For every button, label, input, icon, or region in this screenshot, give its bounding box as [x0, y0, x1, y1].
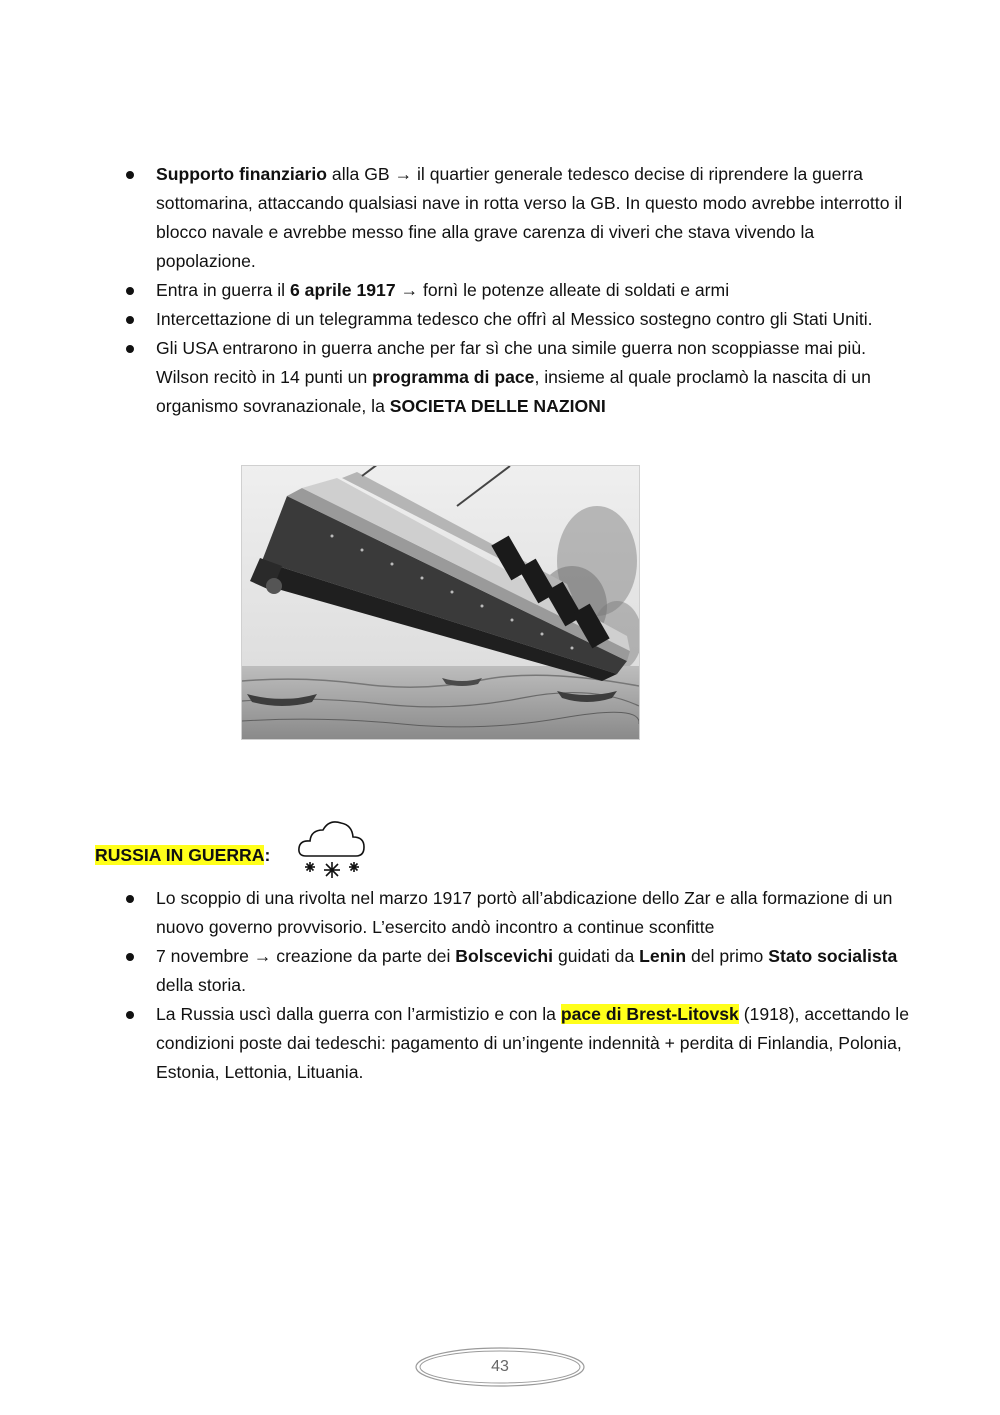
- page-number: 43: [491, 1358, 509, 1375]
- bullet-text: → fornì le potenze alleate di soldati e armi: [395, 280, 730, 300]
- bold-term: Lenin: [639, 946, 687, 966]
- bullet-text: (1918), accettando le condizioni poste dai tedeschi: pagamento di un’ingente indennità + perdita di Finlandia, Polonia, Estonia, Lettonia, Lituania.: [156, 1004, 909, 1082]
- usa-bullet-list: [156, 160, 916, 421]
- bullet-text: Lo scoppio di una rivolta nel marzo 1917 portò all’abdicazione dello Zar e alla formazione di un nuovo governo provvisorio. L’esercito andò incontro a continue sconfitte: [156, 888, 893, 937]
- list-item: [156, 160, 916, 276]
- bullet-icon: [126, 345, 134, 353]
- list-item: [156, 305, 916, 334]
- bullet-text: della storia.: [156, 975, 246, 995]
- bullet-icon: [126, 953, 134, 961]
- heading-text: RUSSIA IN GUERRA: [95, 845, 265, 865]
- section-heading: [95, 844, 270, 866]
- list-item: [156, 276, 916, 305]
- bullet-icon: [126, 895, 134, 903]
- bullet-text: La Russia uscì dalla guerra con l’armistizio e con la: [156, 1004, 561, 1024]
- russia-bullet-list: [156, 884, 916, 1087]
- list-item: [156, 942, 916, 1000]
- bold-date: 6 aprile 1917: [289, 280, 396, 300]
- sinking-ship-drawing: [242, 466, 639, 739]
- list-item: [156, 334, 916, 421]
- bold-term: Bolscevichi: [455, 946, 554, 966]
- bullet-icon: [126, 287, 134, 295]
- bullet-text: alla GB → il quartier generale tedesco decise di riprendere la guerra sottomarina, attaccando qualsiasi nave in rotta verso la GB. In questo modo avrebbe interrotto il blocco navale e avrebbe messo fine alla grave carenza di viveri che stava vivendo la popolazione.: [156, 164, 903, 271]
- bullet-text: , insieme al quale proclamò la nascita di un organismo sovranazionale, la: [156, 367, 871, 416]
- list-item: [156, 884, 916, 942]
- cloud-snow-icon: [296, 816, 368, 880]
- heading-colon: :: [264, 845, 271, 865]
- bullet-text: Entra in guerra il: [156, 280, 290, 300]
- bold-term: SOCIETA DELLE NAZIONI: [389, 396, 606, 416]
- bullet-icon: [126, 1011, 134, 1019]
- bullet-icon: [126, 171, 134, 179]
- bold-term: programma di pace: [372, 367, 535, 387]
- sinking-ship-illustration: [241, 465, 640, 740]
- bullet-text: 7 novembre → creazione da parte dei: [156, 946, 456, 966]
- bullet-text: Gli USA entrarono in guerra anche per far sì che una simile guerra non scoppiasse mai più. Wilson recitò in 14 punti un: [156, 338, 866, 387]
- bullet-text: del primo: [686, 946, 769, 966]
- list-item: [156, 1000, 916, 1087]
- bullet-text: Intercettazione di un telegramma tedesco che offrì al Messico sostegno contro gli Stati Uniti.: [156, 309, 873, 329]
- bold-term: Supporto finanziario: [156, 164, 328, 184]
- bullet-icon: [126, 316, 134, 324]
- bullet-text: guidati da: [553, 946, 640, 966]
- page-footer: [414, 1345, 586, 1389]
- bold-term: Stato socialista: [768, 946, 898, 966]
- highlighted-term: pace di Brest-Litovsk: [560, 1004, 739, 1024]
